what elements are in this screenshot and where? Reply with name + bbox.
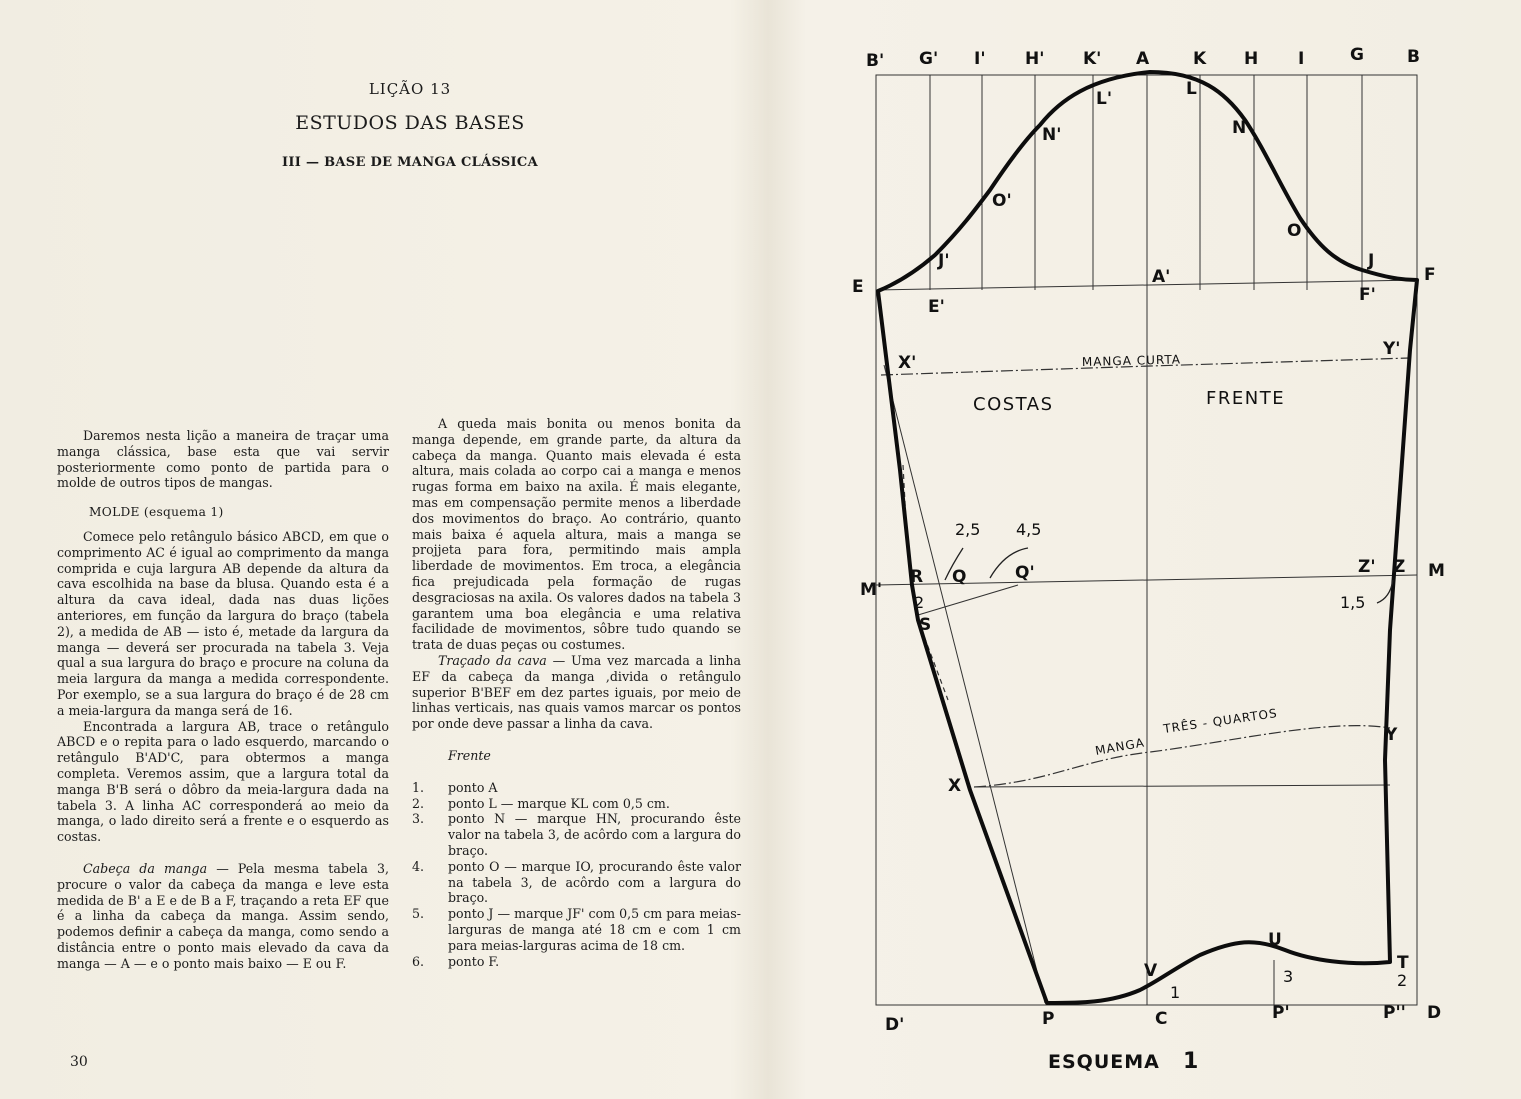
list-item: 4. ponto O — marque IO, procurando êste valor na tabela 3, de acôrdo com a largura do braço.	[412, 858, 741, 906]
subheading: Frente	[448, 747, 491, 763]
list-item: 1. ponto A	[412, 779, 498, 795]
paragraph-text: — Pela mesma tabela 3, procure o valor da cabeça da manga e leve esta medida de B' a E e de B a F, traçando a reta EF que é a linha da cabeça da manga. Assim sendo, podemos definir a cabeça da manga, como sendo a distância entre o ponto mais elevado da cava da manga — A — e o ponto mais baixo — E ou F.	[57, 860, 389, 971]
label-S: S	[919, 615, 932, 635]
label-G-prime: G'	[919, 49, 939, 69]
label-A-prime: A'	[1152, 267, 1171, 287]
back-label: COSTAS	[973, 394, 1054, 415]
list-item: 6. ponto F.	[412, 953, 500, 969]
label-E: E	[852, 277, 864, 297]
list-item: 3. ponto N — marque HN, procurando êste valor na tabela 3, de acôrdo com a largura do braço.	[412, 811, 741, 858]
page-number: 30	[70, 1054, 88, 1070]
label-X: X	[948, 776, 962, 796]
section-title: III — BASE DE MANGA CLÁSSICA	[282, 155, 538, 170]
label-E-prime: E'	[928, 297, 945, 317]
guide-line-SQ	[918, 585, 1018, 615]
list-item: 2. ponto L — marque KL com 0,5 cm.	[412, 795, 670, 811]
label-C: C	[1155, 1009, 1168, 1029]
measure-1-5: 1,5	[1340, 593, 1366, 612]
measure-2-5: 2,5	[955, 520, 981, 539]
guide-line-XY	[975, 785, 1390, 787]
three-quarter-label-b: TRÊS - QUARTOS	[1162, 706, 1279, 736]
label-R: R	[910, 567, 924, 587]
label-Z-prime: Z'	[1358, 557, 1376, 577]
label-I: I	[1298, 49, 1305, 69]
label-Y: Y	[1385, 725, 1398, 745]
label-N-prime: N'	[1042, 125, 1062, 145]
front-label: FRENTE	[1206, 388, 1286, 409]
label-B: B	[1407, 47, 1420, 67]
label-F-prime: F'	[1359, 285, 1376, 305]
label-O: O	[1287, 221, 1302, 241]
paragraph-text: — Uma vez marcada a linha EF da cabeça da manga ,divida o retângulo superior B'BEF em dez partes iguais, por meio de linhas verticais, nas quais vamos marcar os pontos por onde deve passar a linha da cava.	[412, 652, 741, 732]
label-I-prime: I'	[974, 49, 986, 69]
italic-lead: Cabeça da manga	[83, 860, 208, 876]
label-A: A	[1136, 49, 1150, 69]
label-V: V	[1144, 961, 1158, 981]
page-title: ESTUDOS DAS BASES	[295, 112, 525, 134]
construction-lines	[876, 75, 1417, 1005]
measure-2-b: 2	[1397, 971, 1408, 990]
label-P-prime: P'	[1272, 1003, 1290, 1023]
label-K: K	[1193, 49, 1207, 69]
paragraph: Daremos nesta lição a maneira de traçar uma manga clássica, base esta que vai servir posteriormente como ponto de partida para o molde de outros tipos de mangas.	[57, 428, 389, 491]
label-P: P	[1042, 1009, 1055, 1029]
measure-3: 3	[1283, 967, 1294, 986]
list-item: 5. ponto J — marque JF' com 0,5 cm para meias-larguras de manga até 18 cm e com 1 cm para meias-larguras acima de 18 cm.	[412, 906, 741, 953]
paragraph: Encontrada a largura AB, trace o retângulo ABCD e o repita para o lado esquerdo, marcando o retângulo B'AD'C, para obtermos a manga completa. Veremos assim, que a largura total da manga B'B será o dôbro da meia-largura dada na tabela 3. A linha AC corresponderá ao meio da manga, o lado direito será a frente e o esquerdo as costas.	[57, 718, 389, 845]
measure-4-5: 4,5	[1016, 520, 1042, 539]
measure-2: 2	[914, 593, 925, 612]
label-J-prime: J'	[938, 251, 950, 271]
label-B-prime: B'	[866, 51, 885, 71]
label-D: D	[1427, 1003, 1442, 1023]
label-F: F	[1424, 265, 1436, 285]
label-X-prime: X'	[898, 353, 917, 373]
label-Q: Q	[952, 567, 967, 587]
figure-caption-number: 1	[1183, 1049, 1199, 1074]
label-Q-prime: Q'	[1015, 563, 1035, 583]
subheading: MOLDE (esquema 1)	[89, 505, 224, 520]
label-Y-prime: Y'	[1383, 339, 1401, 359]
label-H-prime: H'	[1025, 49, 1045, 69]
label-L: L	[1186, 79, 1197, 99]
label-U: U	[1268, 930, 1282, 950]
italic-lead: Traçado da cava	[438, 652, 547, 668]
label-M: M	[1428, 561, 1445, 581]
label-L-prime: L'	[1096, 89, 1113, 109]
label-G: G	[1350, 45, 1364, 65]
short-sleeve-label: MANGA CURTA	[1081, 352, 1182, 369]
label-N: N	[1232, 118, 1247, 138]
label-P-double-prime: P''	[1383, 1003, 1406, 1023]
label-H: H	[1244, 49, 1259, 69]
three-quarter-line	[974, 726, 1390, 787]
three-quarter-label-a: MANGA	[1094, 735, 1146, 758]
measure-1: 1	[1170, 983, 1181, 1002]
lesson-number: LIÇÃO 13	[368, 80, 452, 98]
label-M-prime: M'	[860, 580, 883, 600]
label-O-prime: O'	[992, 191, 1012, 211]
label-K-prime: K'	[1083, 49, 1102, 69]
paragraph: A queda mais bonita ou menos bonita da manga depende, em grande parte, da altura da cabeça da manga. Quanto mais elevada é esta altura, mais colada ao corpo cai a manga e menos rugas forma em baixo na axila. É mais elegante, mas em compensação permite menos a liberdade dos movimentos do braço. Ao contrário, quanto mais baixa é aquela altura, mais a manga se projjeta para fora, permitindo mais ampla liberdade de movimentos. Em troca, a elegância fica prejudicada pela formação de rugas desgraciosas na axila. Os valores dados na tabela 3 garantem uma boa elegância e uma relativa facilidade de movimentos, sôbre tudo quando se trata de duas peças ou costumes.	[412, 416, 741, 653]
label-Z: Z	[1393, 557, 1406, 577]
label-T: T	[1397, 953, 1409, 973]
paragraph: Comece pelo retângulo básico ABCD, em que o comprimento AC é igual ao comprimento da manga comprida e cuja largura AB depende da altura da cava escolhida na base da blusa. Quando esta é a altura da cava ideal, dada nas duas lições anteriores, em função da largura do braço (tabela 2), a medida de AB — isto é, metade da largura da manga — deverá ser procurada na tabela 3. Veja qual a sua largura do braço e procure na coluna da meia largura da manga a medida correspondente. Por exemplo, se a sua largura do braço é de 28 cm a meia-largura da manga será de 16.	[57, 528, 389, 718]
figure-caption-word: ESQUEMA	[1048, 1051, 1160, 1073]
label-D-prime: D'	[885, 1015, 905, 1035]
label-J: J	[1368, 251, 1375, 271]
